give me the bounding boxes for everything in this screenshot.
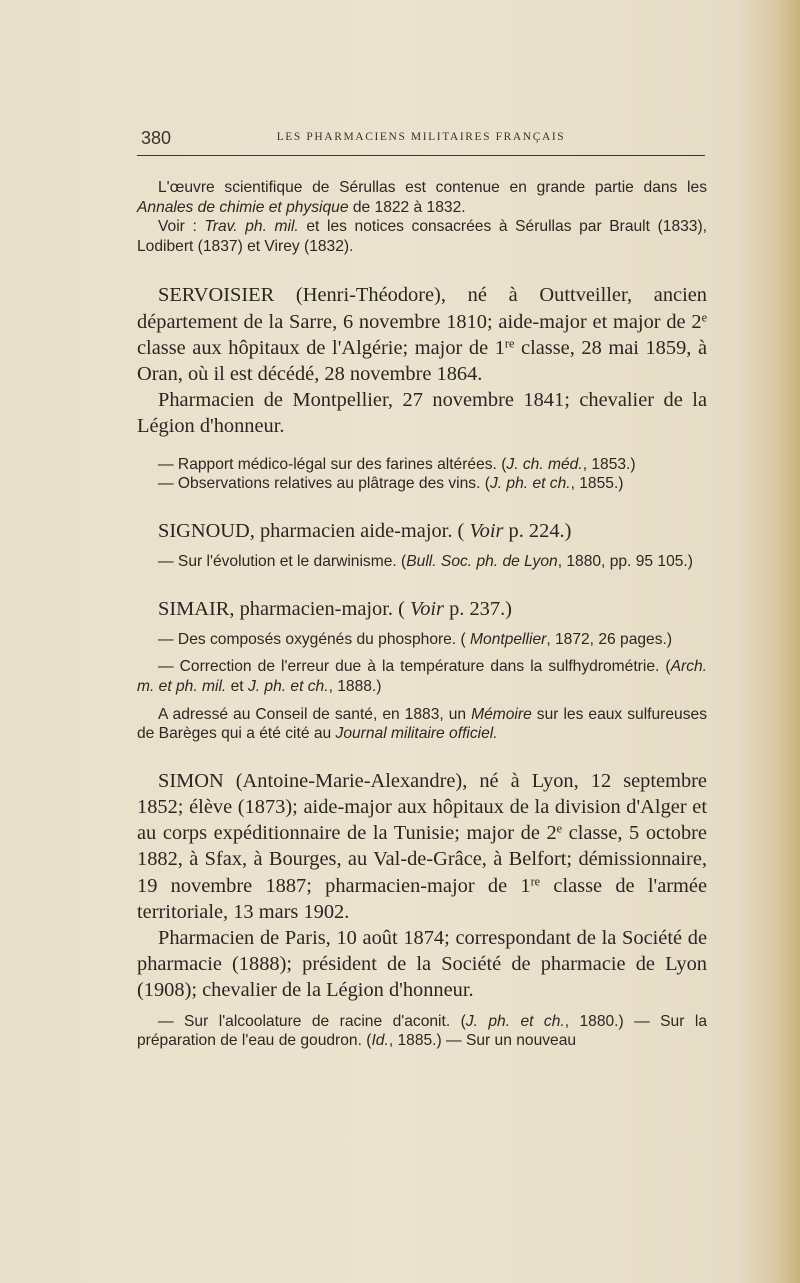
publication-aconit: — Sur l'alcoolature de racine d'aconit. (J. ph. et ch., 1880.) — Sur la préparation de l'eau de goudron. (Id., 1885.) — Sur un nouveau [137,1012,707,1050]
entry-servoisier: SERVOISIER (Henri-Théodore), né à Outtveiller, ancien département de la Sarre, 6 novembre 1810; aide-major et major de 2e classe aux hôpitaux de l'Algérie; major de 1re classe, 28 mai 1859, à Oran, où il est décédé, 28 novembre 1864. [137,284,707,385]
publication-platrage-vins: — Observations relatives au plâtrage des vins. (J. ph. et ch., 1855.) [158,475,624,493]
paragraph-simon-diplome: Pharmacien de Paris, 10 août 1874; correspondant de la Société de pharmacie (1888); président de la Société de pharmacie de Lyon (1908); chevalier de la Légion d'honneur. [137,926,707,1002]
running-title: LES PHARMACIENS MILITAIRES FRANÇAIS [276,131,566,143]
publication-rapport-medico-legal: — Rapport médico-légal sur des farines altérées. (J. ch. méd., 1853.) [158,455,636,473]
page-number: 380 [141,128,172,148]
entry-simair: SIMAIR, pharmacien-major. ( Voir p. 237.) [158,597,512,620]
paragraph-servoisier-diplome: Pharmacien de Montpellier, 27 novembre 1841; chevalier de la Légion d'honneur. [137,389,707,438]
publication-sulfhydrometrie: — Correction de l'erreur due à la température dans la sulfhydrométrie. (Arch. m. et ph. mil. et J. ph. et ch., 1888.) [137,658,707,695]
page-header [137,124,705,154]
paragraph-serullas-oeuvre: L'œuvre scientifique de Sérullas est contenue en grande partie dans les Annales de chimie et physique de 1822 à 1832. [137,179,707,216]
paragraph-serullas-voir: Voir : Trav. ph. mil. et les notices consacrées à Sérullas par Brault (1833), Lodibert (1837) et Virey (1832). [137,218,707,255]
publication-darwinisme: — Sur l'évolution et le darwinisme. (Bull. Soc. ph. de Lyon, 1880, pp. 95 105.) [158,552,693,570]
entry-simon: SIMON (Antoine-Marie-Alexandre), né à Lyon, 12 septembre 1852; élève (1873); aide-major aux hôpitaux de la division d'Alger et au corps expéditionnaire de la Tunisie; major de 2e classe, 5 octobre 1882, à Sfax, à Bourges, au Val-de-Grâce, à Belfort; démissionnaire, 19 novembre 1887; pharmacien-major de 1re classe de l'armée territoriale, 13 mars 1902. [137,769,707,923]
entry-signoud: SIGNOUD, pharmacien aide-major. ( Voir p. 224.) [158,519,572,542]
header-rule [137,155,705,156]
paragraph-memoire-bareges: A adressé au Conseil de santé, en 1883, un Mémoire sur les eaux sulfureuses de Barèges qui a été cité au Journal militaire officiel. [137,705,707,743]
publication-phosphore: — Des composés oxygénés du phosphore. ( Montpellier, 1872, 26 pages.) [158,630,673,648]
body-text [137,178,707,1051]
